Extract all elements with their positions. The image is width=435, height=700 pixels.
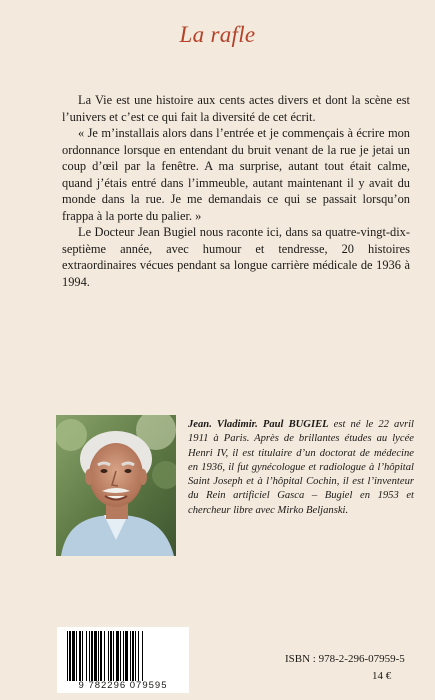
back-cover-blurb <box>62 92 410 290</box>
author-bio <box>188 418 414 518</box>
barcode-bars <box>57 627 189 683</box>
blurb-paragraph-2: « Je m’installais alors dans l’entrée et je commençais à écrire mon ordonnance lorsque en entendant du bruit venant de la rue je jetai un coup d’œil par la fenêtre. A ma surprise, autant tout était calme, quand j’étais entré dans l’immeuble, autant maintenant il y avait du monde dans la rue. Je me demandais ce qui se passait lorsqu’on frappa à la porte du palier. » <box>62 126 410 223</box>
author-name: Jean. Vladimir. Paul BUGIEL <box>188 419 329 430</box>
isbn: ISBN : 978-2-296-07959-5 <box>285 653 405 665</box>
author-bio-text: est né le 22 avril 1911 à Paris. Après de brillantes études au lycée Henri IV, il est titulaire d’un doctorat de médecine en 1936, il fut gynécologue et radiologue à l’hôpital Saint Joseph et à l’hôpital Cochin, il est l’inventeur du Rein artificiel Gasca – Bugiel en 1953 et chercheur libre avec Mirko Beljanski. <box>188 419 414 516</box>
barcode <box>57 627 189 693</box>
blurb-paragraph-1: La Vie est une histoire aux cents actes divers et dont la scène est l’univers et c’est ce qui fait la diversité de cet écrit. <box>62 93 410 124</box>
blurb-paragraph-3: Le Docteur Jean Bugiel nous raconte ici, dans sa quatre-vingt-dix-septième année, avec humour et tendresse, 20 histoires extraordinaires vécues pendant sa longue carrière médicale de 1936 à 1994. <box>62 225 410 289</box>
author-photo <box>56 415 176 556</box>
barcode-number: 9 782296 079595 <box>78 680 168 691</box>
price: 14 € <box>372 670 392 682</box>
book-title: La rafle <box>179 22 256 47</box>
